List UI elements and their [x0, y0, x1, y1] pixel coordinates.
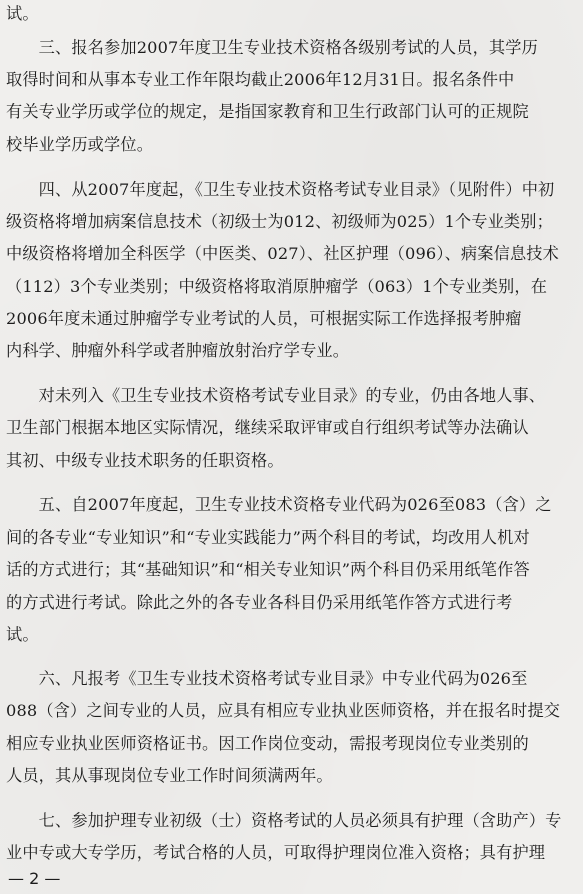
page-number: — 2 —: [8, 869, 61, 888]
text-line: 五、自2007年度起，卫生专业技术资格专业代码为026至083（含）之: [6, 495, 552, 514]
text-line: 级资格将增加病案信息技术（初级士为012、初级师为025）1个专业类别；: [6, 212, 553, 231]
text-line: 相应专业执业医师资格证书。因工作岗位变动，需报考现岗位专业类别的: [6, 734, 529, 753]
text-line: 中级资格将增加全科医学（中医类、027）、社区护理（096）、病案信息技术: [6, 244, 559, 263]
text-line: 试。: [6, 625, 39, 644]
text-line: 人员，其从事现岗位专业工作时间须满两年。: [6, 766, 333, 785]
text-line: 三、报名参加2007年度卫生专业技术资格各级别考试的人员，其学历: [6, 38, 538, 57]
text-line: 088（含）之间专业的人员，应具有相应专业执业医师资格，并在报名时提交: [6, 701, 561, 720]
text-line: 的方式进行考试。除此之外的各专业各科目仍采用纸笔作答方式进行考: [6, 593, 513, 612]
text-line: 2006年度未通过肿瘤学专业考试的人员，可根据实际工作选择报考肿瘤: [6, 309, 522, 328]
text-line: 卫生部门根据本地区实际情况，继续采取评审或自行组织考试等办法确认: [6, 418, 529, 437]
text-line: 对未列入《卫生专业技术资格考试专业目录》的专业，仍由各地人事、: [6, 386, 546, 405]
text-line: 有关专业学历或学位的规定，是指国家教育和卫生行政部门认可的正规院: [6, 102, 529, 121]
text-line: 七、参加护理专业初级（士）资格考试的人员必须具有护理（含助产）专: [6, 811, 562, 830]
text-line: （112）3个专业类别；中级资格将取消原肿瘤学（063）1个专业类别，在: [6, 277, 548, 296]
text-line: 内科学、肿瘤外科学或者肿瘤放射治疗学专业。: [6, 341, 350, 360]
text-line: 六、凡报考《卫生专业技术资格考试专业目录》中专业代码为026至: [6, 669, 528, 688]
text-line: 话的方式进行；其“基础知识”和“相关专业知识”两个科目仍采用纸笔作答: [6, 560, 530, 579]
text-line: 业中专或大专学历，考试合格的人员，可取得护理岗位准入资格；具有护理: [6, 843, 546, 862]
text-line: 其初、中级专业技术职务的任职资格。: [6, 451, 284, 470]
text-line: 校毕业学历或学位。: [6, 135, 154, 154]
text-line: 试。: [6, 4, 39, 23]
text-line: 四、从2007年度起，《卫生专业技术资格考试专业目录》（见附件）中初: [6, 180, 555, 199]
text-line: 间的各专业“专业知识”和“专业实践能力”两个科目的考试，均改用人机对: [6, 528, 530, 547]
text-line: 取得时间和从事本专业工作年限均截止2006年12月31日。报名条件中: [6, 70, 515, 89]
